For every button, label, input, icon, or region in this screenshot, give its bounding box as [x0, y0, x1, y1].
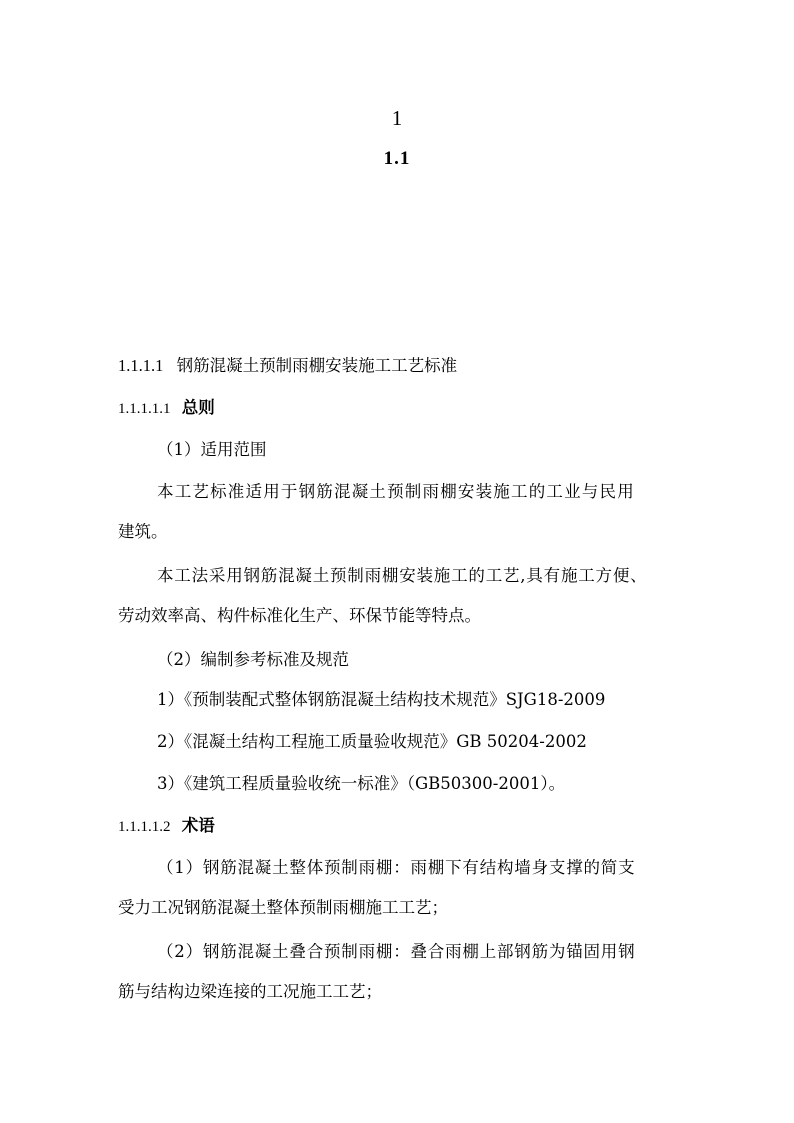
chapter-heading: 1 — [391, 106, 403, 130]
terms-title: 术语 — [181, 816, 215, 835]
term-2-line-2: 筋与结构边梁连接的工况施工工艺； — [118, 982, 382, 1001]
subsection-number: 1.1.1.1 — [118, 356, 164, 375]
terms-heading — [118, 814, 215, 839]
section-heading: 1.1 — [383, 148, 411, 169]
scope-heading: （1）适用范围 — [157, 440, 267, 459]
reference-item-3: 3）《建筑工程质量验收统一标准》（GB50300-2001）。 — [157, 774, 566, 793]
terms-number: 1.1.1.1.2 — [118, 819, 171, 835]
method-paragraph-line-1: 本工法采用钢筋混凝土预制雨棚安装施工的工艺,具有施工方便、 — [157, 566, 648, 585]
scope-paragraph-line-1: 本工艺标准适用于钢筋混凝土预制雨棚安装施工的工业与民用 — [157, 482, 635, 501]
general-number: 1.1.1.1.1 — [118, 401, 171, 417]
reference-item-1: 1）《预制装配式整体钢筋混凝土结构技术规范》SJG18-2009 — [157, 690, 606, 709]
term-1-line-2: 受力工况钢筋混凝土整体预制雨棚施工工艺； — [118, 898, 448, 917]
references-heading: （2）编制参考标准及规范 — [157, 650, 349, 669]
method-paragraph-line-2: 劳动效率高、构件标准化生产、环保节能等特点。 — [118, 606, 481, 625]
scope-paragraph-line-2: 建筑。 — [118, 522, 168, 541]
term-2-line-1: （2）钢筋混凝土叠合预制雨棚：叠合雨棚上部钢筋为锚固用钢 — [157, 942, 636, 961]
general-title: 总则 — [181, 398, 215, 417]
subsection-title: 钢筋混凝土预制雨棚安装施工工艺标准 — [176, 356, 458, 375]
term-1-line-1: （1）钢筋混凝土整体预制雨棚：雨棚下有结构墙身支撑的简支 — [157, 858, 636, 877]
subsection-heading — [118, 354, 457, 378]
general-heading — [118, 396, 215, 421]
reference-item-2: 2）《混凝土结构工程施工质量验收规范》GB 50204-2002 — [157, 732, 587, 751]
